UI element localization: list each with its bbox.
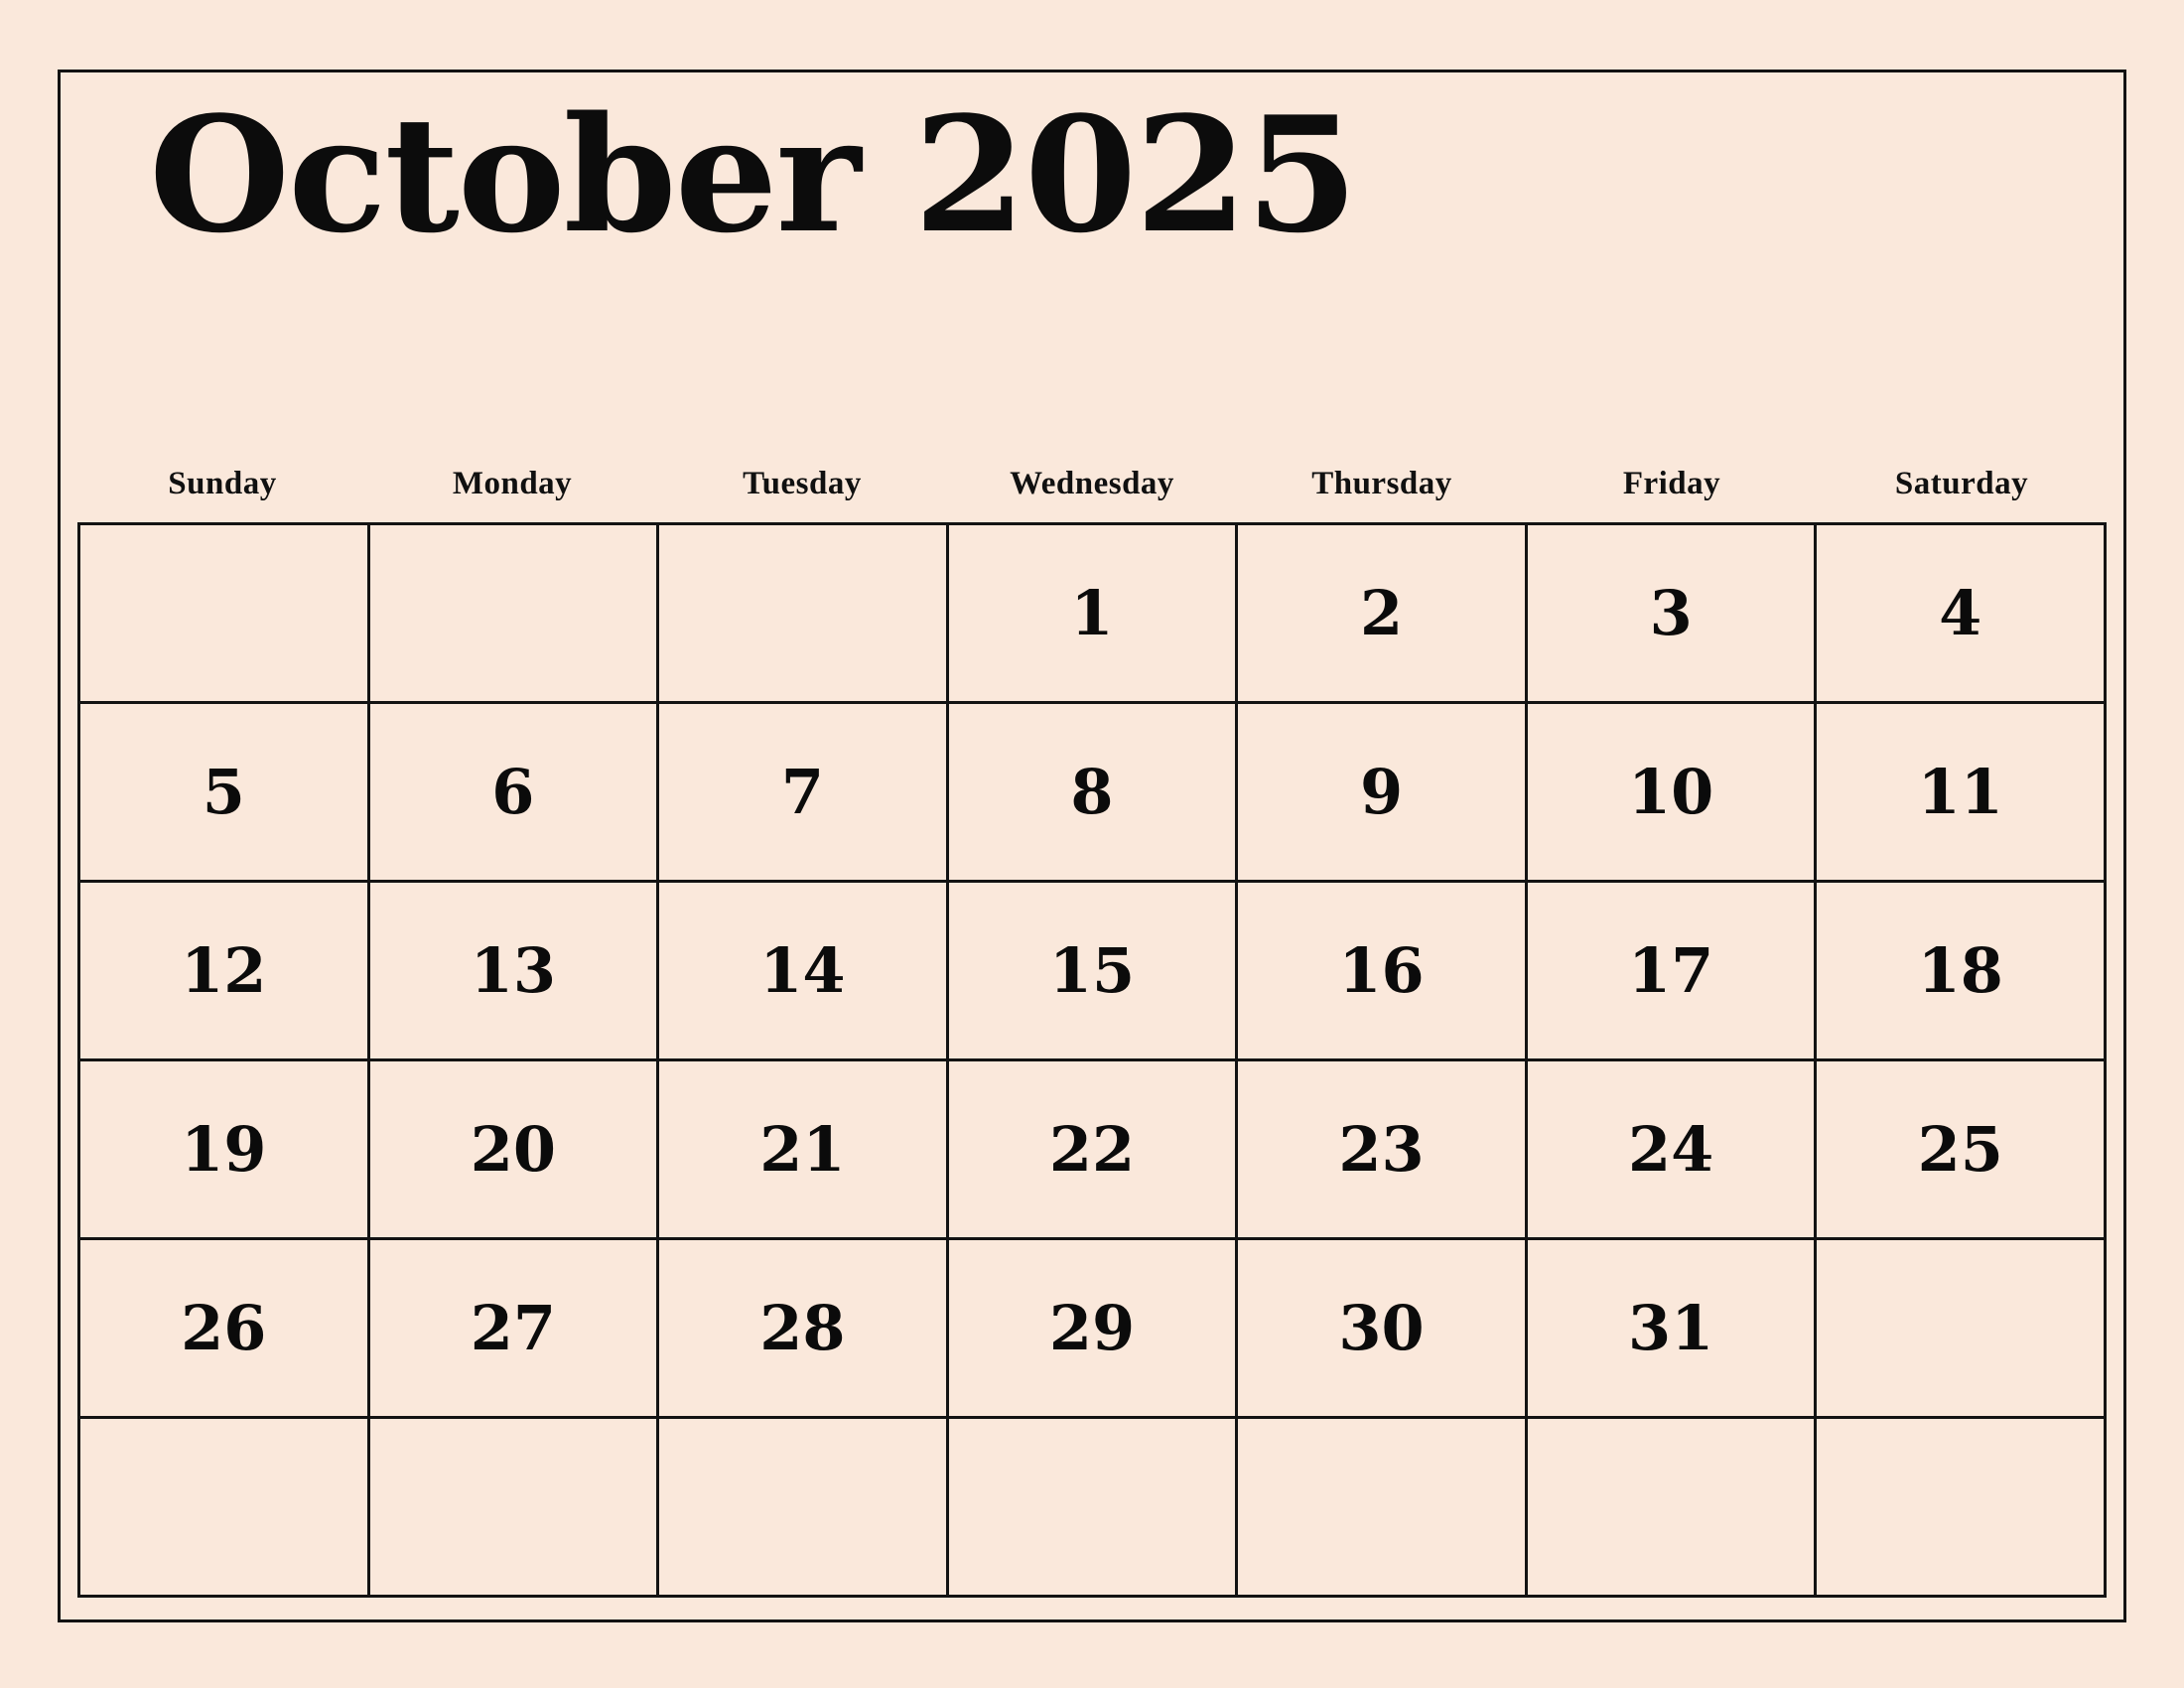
day-number: 30 [1338, 1291, 1425, 1364]
day-number: 3 [1649, 576, 1693, 649]
day-cell[interactable] [1817, 525, 2107, 704]
day-number: 31 [1628, 1291, 1714, 1364]
day-cell[interactable] [949, 704, 1239, 883]
day-number: 2 [1359, 576, 1404, 649]
weekday-header-friday: Friday [1622, 465, 1721, 501]
day-number: 22 [1048, 1112, 1136, 1186]
day-number: 17 [1628, 933, 1714, 1007]
day-cell[interactable] [1528, 1419, 1818, 1598]
day-cell[interactable] [80, 1240, 370, 1419]
day-cell[interactable] [80, 704, 370, 883]
day-number: 5 [202, 755, 245, 828]
day-cell[interactable] [370, 1419, 660, 1598]
day-number: 21 [759, 1112, 846, 1186]
weekday-header-wednesday: Wednesday [1010, 465, 1174, 501]
day-cell[interactable] [659, 525, 949, 704]
day-cell[interactable] [1238, 1419, 1528, 1598]
weekday-header-row [77, 445, 2107, 522]
day-number: 28 [759, 1291, 846, 1364]
day-cell[interactable] [80, 883, 370, 1061]
day-number: 12 [181, 933, 267, 1007]
day-number: 8 [1070, 755, 1114, 828]
day-cell[interactable] [1528, 704, 1818, 883]
day-cell[interactable] [1817, 1061, 2107, 1240]
day-cell[interactable] [1817, 883, 2107, 1061]
day-cell[interactable] [80, 1061, 370, 1240]
day-cell[interactable] [1528, 883, 1818, 1061]
weekday-header-monday: Monday [452, 465, 573, 501]
day-grid [77, 522, 2107, 1598]
day-number: 25 [1917, 1112, 2003, 1186]
day-cell[interactable] [1238, 525, 1528, 704]
day-number: 20 [470, 1112, 556, 1186]
day-number: 6 [491, 755, 535, 828]
day-cell[interactable] [370, 704, 660, 883]
day-number: 14 [759, 933, 846, 1007]
day-cell[interactable] [949, 883, 1239, 1061]
day-cell[interactable] [370, 1240, 660, 1419]
day-number: 1 [1070, 576, 1114, 649]
day-number: 19 [181, 1112, 267, 1186]
day-number: 4 [1939, 576, 1982, 649]
day-cell[interactable] [949, 1061, 1239, 1240]
day-number: 11 [1917, 755, 2003, 828]
day-number: 29 [1048, 1291, 1136, 1364]
day-number: 15 [1048, 933, 1136, 1007]
day-cell[interactable] [659, 883, 949, 1061]
day-number: 7 [780, 755, 824, 828]
day-cell[interactable] [659, 1061, 949, 1240]
day-cell[interactable] [1817, 1240, 2107, 1419]
page-title: October 2025 [149, 81, 1357, 268]
calendar-table [77, 445, 2107, 1598]
day-cell[interactable] [1238, 1240, 1528, 1419]
day-number: 10 [1628, 755, 1714, 828]
day-cell[interactable] [80, 525, 370, 704]
day-cell[interactable] [1817, 704, 2107, 883]
day-number: 9 [1359, 755, 1404, 828]
day-cell[interactable] [370, 883, 660, 1061]
day-cell[interactable] [949, 525, 1239, 704]
weekday-header-saturday: Saturday [1894, 465, 2029, 501]
day-cell[interactable] [949, 1240, 1239, 1419]
day-cell[interactable] [659, 1419, 949, 1598]
day-cell[interactable] [949, 1419, 1239, 1598]
day-number: 23 [1338, 1112, 1425, 1186]
day-cell[interactable] [1817, 1419, 2107, 1598]
day-number: 24 [1628, 1112, 1714, 1186]
day-number: 26 [181, 1291, 267, 1364]
day-cell[interactable] [1238, 704, 1528, 883]
day-cell[interactable] [659, 704, 949, 883]
weekday-header-thursday: Thursday [1311, 465, 1452, 501]
day-cell[interactable] [1238, 883, 1528, 1061]
day-cell[interactable] [1528, 1240, 1818, 1419]
day-cell[interactable] [370, 525, 660, 704]
day-number: 27 [470, 1291, 556, 1364]
day-number: 13 [470, 933, 556, 1007]
weekday-header-sunday: Sunday [168, 465, 277, 501]
day-cell[interactable] [1238, 1061, 1528, 1240]
day-cell[interactable] [370, 1061, 660, 1240]
day-cell[interactable] [659, 1240, 949, 1419]
weekday-header-tuesday: Tuesday [743, 465, 862, 501]
day-cell[interactable] [1528, 1061, 1818, 1240]
day-cell[interactable] [1528, 525, 1818, 704]
day-number: 18 [1917, 933, 2003, 1007]
day-number: 16 [1338, 933, 1425, 1007]
day-cell[interactable] [80, 1419, 370, 1598]
